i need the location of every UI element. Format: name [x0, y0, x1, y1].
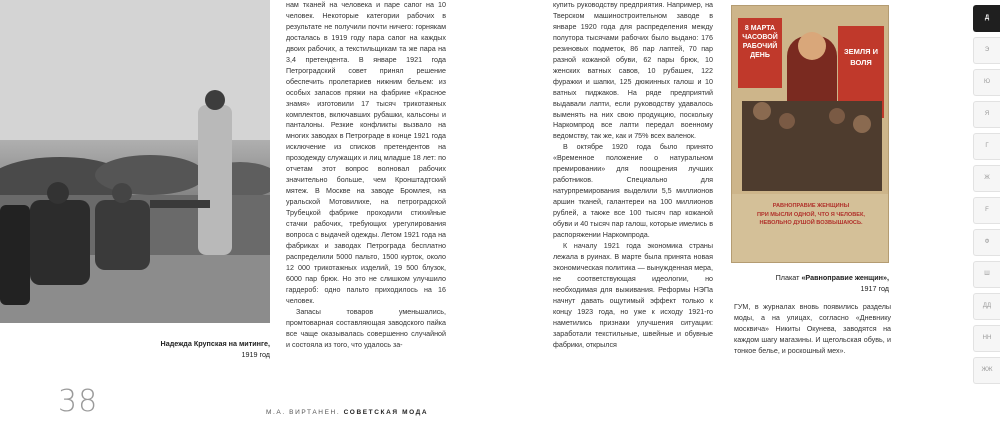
column2-paragraph: В октябре 1920 года было принято «Временное положение о натуральном премировании» для поощрения лучших работников. Специально для натурпремирования выделили 5,5 миллионов аршин тканей, галантереи на 100 миллионов рублей, а также все 100 тысяч пар кожаной обуви и 40 тысяч пар галош, которые имелись в распоряжении Наркомпрода. [553, 143, 713, 240]
column1-paragraph: нам тканей на человека и паре сапог на 10 человек. Некоторые категории рабочих в результате не получили почти ничего: горнякам досталась в 1919 году пара сапог на каждых двоих рабочих, а текстильщикам та же пара на 3,4 претендента. В январе 1921 года Петроградский совет принял решение обеспечить пролетариев нижним бельем: из особых запасов пряжи на фабрике «Красное знамя» изготовили 17 тысяч трикотажных комплектов, включавших рубашки, кальсоны и панталоны. Резкие конфликты вызвало на многих заводах в Петрограде в конце 1921 года исключение из списков претендентов на прозодежду служащих и лиц младше 18 лет: по отчетам этот вопрос волновал рабочих значительно больше, чем Кронштадтский мятеж. В Москве на заводе Бромлея, на уральской Мотовилихе, на петроградской Трубецкой фабрике проходили стихийные стачки рабочих, требующих урегулирования вопроса с выдачей одежды. Летом 1921 года на фабриках и заводах Петрограда бесплатно распределили 5000 пальто, 1500 курток, около 12 000 трикотажных изделий, 19 500 блузок, 6000 пар брюк. Но это не слишком улучшило гардероб: одно пальто приходилось на 16 человек. [286, 1, 446, 305]
chapter-thumb[interactable]: Ш [973, 261, 1000, 288]
text-column-3 [734, 302, 891, 357]
chapter-thumb[interactable]: Ю [973, 69, 1000, 96]
running-head [266, 409, 428, 417]
chapter-thumb[interactable]: ДД [973, 293, 1000, 320]
poster-slogan-line: РАВНОПРАВИЕ ЖЕНЩИНЫ [772, 203, 850, 209]
left-caption-title: Надежда Крупская на митинге, [160, 339, 270, 348]
poster-caption-title: «Равноправие женщин», [801, 273, 889, 282]
poster-slogan-line: НЕВОЛЬНО ДУШОЙ ВОЗВЫШАЮСЬ. [759, 220, 863, 226]
poster-slogan-line: ПРИ МЫСЛИ ОДНОЙ, ЧТО Я ЧЕЛОВЕК, [756, 211, 865, 218]
poster-slogan [736, 202, 886, 228]
chapter-thumb[interactable]: Д [973, 5, 1000, 32]
chapter-thumb[interactable]: Э [973, 37, 1000, 64]
poster-caption-prefix: Плакат [775, 273, 802, 282]
running-head-author: М.А. ВИРТАНЕН. [266, 409, 344, 416]
poster-banner-right: ЗЕМЛЯ И ВОЛЯ [843, 47, 879, 67]
photo-illustration [0, 0, 270, 323]
chapter-thumb[interactable]: Ф [973, 229, 1000, 256]
chapter-thumb[interactable]: ЖЖ [973, 357, 1000, 384]
krupskaya-rally-photo [0, 0, 270, 323]
column2-paragraph: купить руководству предприятия. Например, на Тверском машиностроительном заводе в январе 1920 года для распределения между полутора тысячами рабочих было выдано: 176 резиновых подметок, 86 пар лаптей, 70 пар разной кожаной обуви, 62 пары брюк, 10 женских ватных савов, 10 рубашек, 122 фуражки и шапки, 125 дюжинных галош и 10 ватных пиджаков. На ряде предприятий выдавали лапти, если руководству удавалось выменять на них свою продукцию, поскольку Наркомпрод все лапти передал военному ведомству, так же, как и 75% всех валенок. [553, 1, 713, 141]
left-caption-year: 1919 год [241, 350, 270, 359]
page-number: 38 [58, 384, 99, 419]
chapter-thumb[interactable]: Ж [973, 165, 1000, 192]
chapter-thumb[interactable]: Г [973, 133, 1000, 160]
poster-caption [731, 272, 889, 294]
chapter-thumbnail-strip [973, 5, 1000, 389]
running-head-book-title: СОВЕТСКАЯ МОДА [343, 409, 429, 416]
text-column-2 [553, 0, 713, 351]
poster-caption-year: 1917 год [860, 284, 889, 293]
chapter-thumb[interactable]: НН [973, 325, 1000, 352]
column3-paragraph: ГУМ, в журналах вновь появились разделы моды, а на улицах, согласно «Дневнику москвича» Никиты Окунева, заводятся на каждом шагу магазины. И щегольская обувь, и тонкое белье, и роскошный мех». [734, 303, 891, 355]
poster-banner-left: 8 МАРТА ЧАСОВОЙ РАБОЧИЙ ДЕНЬ [742, 25, 778, 59]
left-photo-caption [120, 338, 270, 360]
column2-paragraph: К началу 1921 года экономика страны лежала в руинах. В марте была принята новая экономическая политика — вынужденная мера, не соответствующая идеологии, но необходимая для выживания. Реформы НЭПа начнут давать ощутимый эффект только к концу 1923 года, но уже к исходу 1921-го наметились признаки улучшения ситуации: заработали текстильные, швейные и обувные фабрики, открылся [553, 241, 713, 349]
chapter-thumb[interactable]: F [973, 197, 1000, 224]
column1-paragraph: Запасы товаров уменьшались, промтоварная составляющая заводского пайка все чаще оказывалась совершенно случайной и состояла из того, что удалось за- [286, 307, 446, 349]
text-column-1 [286, 0, 446, 351]
chapter-thumb[interactable]: Я [973, 101, 1000, 128]
equality-poster-image [731, 5, 889, 263]
